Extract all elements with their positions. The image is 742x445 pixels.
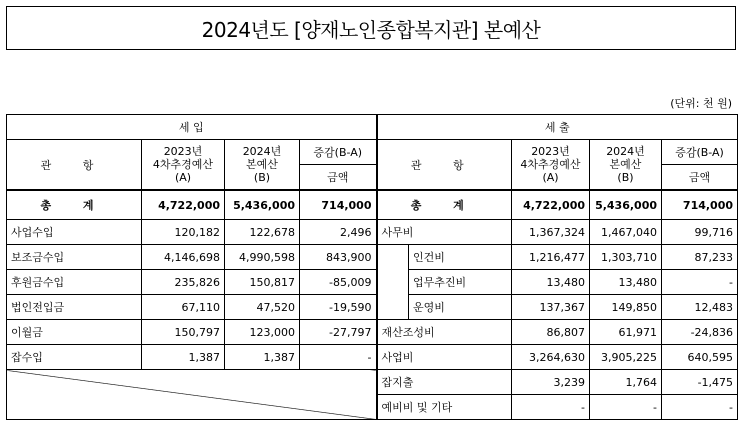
income-col-amount: 금액: [300, 165, 377, 191]
expense-row-diff: 12,483: [662, 295, 738, 320]
expense-row-b: 61,971: [590, 320, 662, 345]
expense-row-diff: 640,595: [662, 345, 738, 370]
expense-row-b: 1,303,710: [590, 245, 662, 270]
expense-row-label: 업무추진비: [409, 270, 512, 295]
expense-col-diff: 증감(B-A): [662, 140, 738, 165]
income-row-a: 67,110: [142, 295, 225, 320]
expense-row-label: 잡지출: [377, 370, 512, 395]
page-title: 2024년도 [양재노인종합복지관] 본예산: [6, 6, 736, 50]
expense-row-diff: -1,475: [662, 370, 738, 395]
expense-row-a: -: [512, 395, 590, 420]
expense-row-label: 예비비 및 기타: [377, 395, 512, 420]
expense-total-a: 4,722,000: [512, 190, 590, 220]
income-total-a: 4,722,000: [142, 190, 225, 220]
expense-row-b: -: [590, 395, 662, 420]
income-row-diff: -85,009: [300, 270, 377, 295]
income-row-label: 법인전입금: [7, 295, 142, 320]
income-row-a: 150,797: [142, 320, 225, 345]
expense-col-2023: 2023년 4차추경예산 (A): [512, 140, 590, 191]
expense-row-label: 운영비: [409, 295, 512, 320]
expense-row-label: 사무비: [377, 220, 512, 245]
expense-row-label: 사업비: [377, 345, 512, 370]
expense-row-label: 재산조성비: [377, 320, 512, 345]
income-col-gwan-hang: 관 항: [7, 140, 142, 191]
expense-total-b: 5,436,000: [590, 190, 662, 220]
income-row-diff: 843,900: [300, 245, 377, 270]
expense-row-a: 86,807: [512, 320, 590, 345]
expense-row-b: 3,905,225: [590, 345, 662, 370]
expense-row-a: 3,239: [512, 370, 590, 395]
income-col-diff: 증감(B-A): [300, 140, 377, 165]
income-row-diff: -27,797: [300, 320, 377, 345]
expense-indent-cell: [377, 245, 409, 320]
income-row-label: 잡수입: [7, 345, 142, 370]
income-row-label: 이월금: [7, 320, 142, 345]
income-row-a: 120,182: [142, 220, 225, 245]
income-row-b: 1,387: [225, 345, 300, 370]
income-row-b: 4,990,598: [225, 245, 300, 270]
unit-label: (단위: 천 원): [670, 97, 732, 110]
income-total-b: 5,436,000: [225, 190, 300, 220]
income-row-b: 123,000: [225, 320, 300, 345]
expense-row-b: 1,764: [590, 370, 662, 395]
expense-row-b: 1,467,040: [590, 220, 662, 245]
expense-row-diff: -: [662, 270, 738, 295]
budget-table: [6, 114, 738, 420]
income-row-diff: 2,496: [300, 220, 377, 245]
income-row-a: 235,826: [142, 270, 225, 295]
income-row-diff: -: [300, 345, 377, 370]
expense-row-label: 인건비: [409, 245, 512, 270]
expense-header: 세 출: [377, 115, 738, 140]
income-row-label: 사업수입: [7, 220, 142, 245]
expense-row-b: 13,480: [590, 270, 662, 295]
income-total-label: 총 계: [7, 190, 142, 220]
expense-row-diff: -: [662, 395, 738, 420]
income-empty-diagonal: [7, 370, 377, 420]
income-row-diff: -19,590: [300, 295, 377, 320]
expense-row-a: 3,264,630: [512, 345, 590, 370]
income-row-a: 1,387: [142, 345, 225, 370]
income-col-2023: 2023년 4차추경예산 (A): [142, 140, 225, 191]
expense-row-a: 137,367: [512, 295, 590, 320]
expense-row-a: 1,367,324: [512, 220, 590, 245]
expense-col-amount: 금액: [662, 165, 738, 191]
income-total-diff: 714,000: [300, 190, 377, 220]
expense-total-diff: 714,000: [662, 190, 738, 220]
expense-row-a: 1,216,477: [512, 245, 590, 270]
expense-row-b: 149,850: [590, 295, 662, 320]
income-row-b: 150,817: [225, 270, 300, 295]
income-row-b: 122,678: [225, 220, 300, 245]
income-row-a: 4,146,698: [142, 245, 225, 270]
income-col-2024: 2024년 본예산 (B): [225, 140, 300, 191]
expense-col-gwan-hang: 관 항: [377, 140, 512, 191]
expense-row-a: 13,480: [512, 270, 590, 295]
income-row-b: 47,520: [225, 295, 300, 320]
income-row-label: 후원금수입: [7, 270, 142, 295]
income-header: 세 입: [7, 115, 377, 140]
expense-total-label: 총 계: [377, 190, 512, 220]
expense-row-diff: 87,233: [662, 245, 738, 270]
income-row-label: 보조금수입: [7, 245, 142, 270]
expense-col-2024: 2024년 본예산 (B): [590, 140, 662, 191]
expense-row-diff: 99,716: [662, 220, 738, 245]
expense-row-diff: -24,836: [662, 320, 738, 345]
